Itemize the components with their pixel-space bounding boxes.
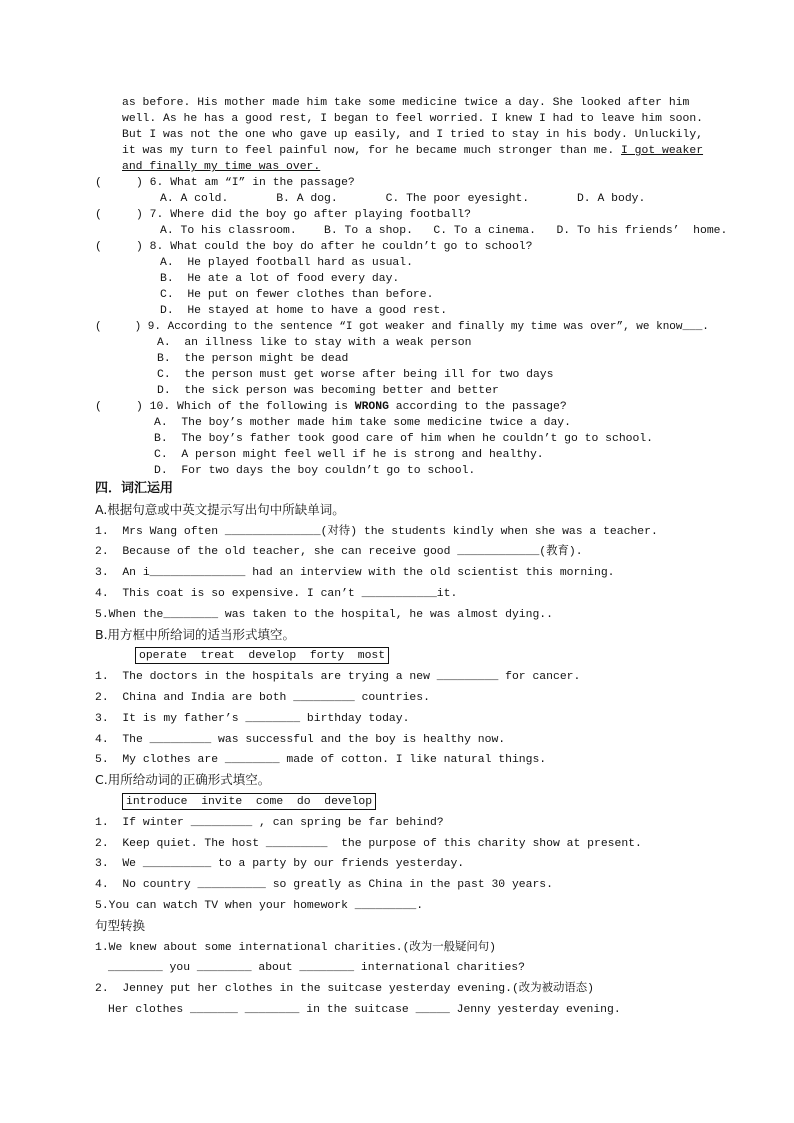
option-item: B. The boy’s father took good care of him when he couldn’t go to school. [154,433,653,445]
emphasis-word: WRONG [354,401,389,413]
transform-answer: Her clothes _______ ________ in the suitcase _____ Jenny yesterday evening. [108,1004,621,1016]
transform-answer: ________ you ________ about ________ international charities? [108,962,525,974]
question-7-options: A. To his classroom. B. To a shop. C. To a cinema. D. To his friends’ home. [160,225,728,237]
option-item: B. the person might be dead [157,353,349,365]
question-7: ( ) 7. Where did the boy go after playing football? [95,209,471,221]
transform-item: 1.We knew about some international charities.(改为一般疑问句) [95,942,497,954]
option-item: C. A person might feel well if he is strong and healthy. [154,449,544,461]
option-item: D. He stayed at home to have a good rest. [160,305,448,317]
fill-item: 1. Mrs Wang often ______________(对待) the students kindly when she was a teacher. [95,526,658,538]
fill-item: 3. An i______________ had an interview with the old scientist this morning. [95,567,615,579]
option-item: C. the person must get worse after being ill for two days [157,369,554,381]
option-item: D. the sick person was becoming better and better [157,385,499,397]
subsection-title: C.用所给动词的正确形式填空。 [95,772,271,787]
option-item: A. He played football hard as usual. [160,257,413,269]
passage-line: But I was not the one who gave up easily, and I tried to stay in his body. Unluckily, [122,129,704,141]
question-text: according to the passage? [388,401,567,413]
fill-item: 3. It is my father’s ________ birthday today. [95,713,410,725]
word-box: introduce invite come do develop [122,793,376,810]
passage-line: well. As he has a good rest, I began to feel worried. I knew I had to leave him soon. [122,113,704,125]
fill-item: 5.You can watch TV when your homework _________. [95,900,424,912]
passage-text: it was my turn to feel painful now, for he became much stronger than me. [122,145,621,157]
question-text: ( ) 10. Which of the following is [95,401,355,413]
option-item: A. The boy’s mother made him take some medicine twice a day. [154,417,571,429]
word-box: operate treat develop forty most [135,647,389,664]
subsection-title: B.用方框中所给词的适当形式填空。 [95,627,296,642]
fill-item: 2. Keep quiet. The host _________ the purpose of this charity show at present. [95,838,642,850]
question-10 [95,399,567,415]
question-8: ( ) 8. What could the boy do after he couldn’t go to school? [95,241,533,253]
question-6-options: A. A cold. B. A dog. C. The poor eyesight. D. A body. [160,193,646,205]
fill-item: 4. The _________ was successful and the boy is healthy now. [95,734,506,746]
option-item: A. an illness like to stay with a weak person [157,337,472,349]
fill-item: 1. The doctors in the hospitals are trying a new _________ for cancer. [95,671,581,683]
fill-item: 5. My clothes are ________ made of cotton. I like natural things. [95,754,547,766]
subsection-title: A.根据句意或中英文提示写出句中所缺单词。 [95,502,345,517]
underlined-sentence: I got weaker [621,145,704,157]
fill-item: 5.When the________ was taken to the hospital, he was almost dying.. [95,609,553,621]
fill-item: 2. China and India are both _________ countries. [95,692,430,704]
section-title: 句型转换 [95,918,146,933]
passage-line [122,143,703,159]
section-title: 四．词汇运用 [95,481,174,496]
fill-item: 1. If winter _________ , can spring be far behind? [95,817,444,829]
option-item: C. He put on fewer clothes than before. [160,289,434,301]
fill-item: 3. We __________ to a party by our friends yesterday. [95,858,465,870]
transform-item: 2. Jenney put her clothes in the suitcase yesterday evening.(改为被动语态) [95,983,594,995]
fill-item: 4. No country __________ so greatly as China in the past 30 years. [95,879,553,891]
option-item: B. He ate a lot of food every day. [160,273,400,285]
passage-line: as before. His mother made him take some medicine twice a day. She looked after him [122,97,690,109]
underlined-sentence: and finally my time was over. [122,161,321,173]
question-6: ( ) 6. What am “I” in the passage? [95,177,355,189]
fill-item: 4. This coat is so expensive. I can’t ___________it. [95,588,458,600]
fill-item: 2. Because of the old teacher, she can receive good ____________(教育). [95,546,583,558]
option-item: D. For two days the boy couldn’t go to school. [154,465,476,477]
question-9: ( ) 9. According to the sentence “I got weaker and finally my time was over”, we know___. [95,321,709,333]
